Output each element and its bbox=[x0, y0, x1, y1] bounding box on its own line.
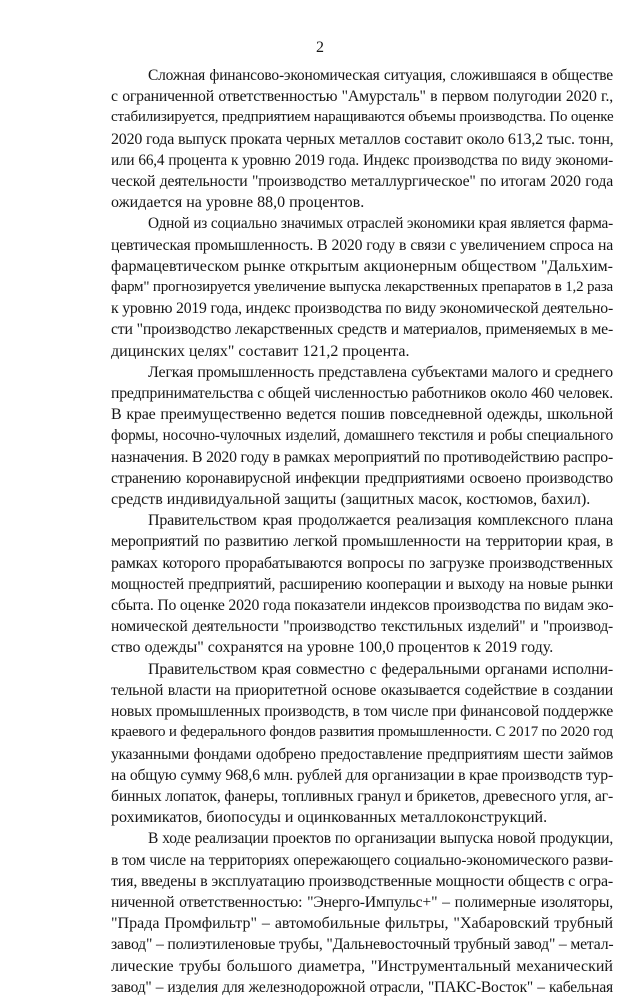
text-line: рамках которого прорабатываются вопросы по загрузке производственных bbox=[111, 554, 613, 572]
text-line: цевтическая промышленность. В 2020 году в связи с увеличением спроса на bbox=[111, 236, 613, 254]
text-line: рохимикатов, биопосуды и оцинкованных металлоконструкций. bbox=[111, 809, 548, 827]
text-line: ческой деятельности "производство металлургическое" по итогам 2020 года bbox=[111, 173, 613, 191]
text-line: указанными фондами одобрено предоставление предприятиям шести займов bbox=[111, 745, 613, 763]
text-line: стабилизируется, предприятием наращиваются объемы производства. По оценке bbox=[111, 109, 614, 126]
text-line: ниченной ответственностью: "Энерго-Импульс+" – полимерные изоляторы, bbox=[111, 893, 613, 911]
paragraph bbox=[111, 659, 613, 829]
text-line: дицинских целях" составит 121,2 процента. bbox=[111, 342, 410, 360]
text-line: Одной из социально значимых отраслей экономики края является фарма- bbox=[148, 215, 613, 233]
text-line: предпринимательства с общей численностью работников около 460 человек. bbox=[111, 385, 613, 403]
text-line: "Прада Промфильтр" – автомобильные фильтры, "Хабаровский трубный bbox=[111, 915, 613, 933]
text-line: ство одежды" сохранятся на уровне 100,0 процентов к 2019 году. bbox=[111, 639, 554, 657]
paragraph bbox=[111, 362, 613, 510]
text-line: краевого и федерального фондов развития промышленности. С 2017 по 2020 год bbox=[111, 724, 613, 741]
text-line: завод" – полиэтиленовые трубы, "Дальневосточный трубный завод" – метал- bbox=[111, 936, 614, 954]
text-line: фармацевтическом рынке открытым акционерным обществом "Дальхим- bbox=[111, 257, 613, 275]
text-line: формы, носочно-чулочных изделий, домашнего текстиля и робы специального bbox=[111, 427, 613, 445]
text-line: сбыта. По оценке 2020 года показатели индексов производства по видам эко- bbox=[111, 597, 614, 615]
paragraph bbox=[111, 65, 613, 213]
paragraph bbox=[111, 828, 613, 998]
text-line: назначения. В 2020 году в рамках мероприятий по противодействию распро- bbox=[111, 448, 613, 466]
text-line: бинных лопаток, фанеры, топливных гранул и брикетов, древесного угля, аг- bbox=[111, 787, 613, 805]
text-line: 2020 года выпуск проката черных металлов составит около 613,2 тыс. тонн, bbox=[111, 130, 614, 148]
page-number: 2 bbox=[316, 39, 324, 56]
text-line: Легкая промышленность представлена субъектами малого и среднего bbox=[148, 363, 613, 381]
text-line: номической деятельности "производство текстильных изделий" и "производ- bbox=[111, 618, 613, 636]
text-line: новых промышленных производств, в том числе при финансовой поддержке bbox=[111, 703, 613, 721]
text-line: В крае преимущественно ведется пошив повседневной одежды, школьной bbox=[111, 406, 613, 424]
text-line: лические трубы большого диаметра, "Инструментальный механический bbox=[111, 957, 613, 975]
text-line: с ограниченной ответственностью "Амурсталь" в первом полугодии 2020 г., bbox=[111, 88, 613, 106]
text-line: в том числе на территориях опережающего социально-экономического разви- bbox=[111, 851, 613, 869]
text-line: В ходе реализации проектов по организации выпуска новой продукции, bbox=[148, 830, 613, 848]
text-line: средств индивидуальной защиты (защитных масок, костюмов, бахил). bbox=[111, 491, 591, 509]
paragraph bbox=[111, 213, 613, 361]
text-line: на общую сумму 968,6 млн. рублей для организации в крае производств тур- bbox=[111, 766, 613, 784]
text-line: Сложная финансово-экономическая ситуация, сложившаяся в обществе bbox=[148, 67, 613, 84]
text-line: завод" – изделия для железнодорожной отрасли, "ПАКС-Восток" – кабельная bbox=[111, 978, 613, 996]
text-line: к уровню 2019 года, индекс производства по виду экономической деятельно- bbox=[111, 300, 613, 318]
text-line: мероприятий по развитию легкой промышленности на территории края, в bbox=[111, 533, 613, 551]
text-line: Правительством края совместно с федеральными органами исполни- bbox=[148, 660, 613, 678]
text-line: тия, введены в эксплуатацию производственные мощности обществ с огра- bbox=[111, 872, 613, 890]
text-line: сти "производство лекарственных средств и материалов, применяемых в ме- bbox=[111, 321, 613, 339]
text-line: или 66,4 процента к уровню 2019 года. Индекс производства по виду экономи- bbox=[111, 151, 613, 169]
text-line: ожидается на уровне 88,0 процентов. bbox=[111, 194, 365, 212]
paragraph bbox=[111, 510, 613, 658]
text-line: странению коронавирусной инфекции предприятиями освоено производство bbox=[111, 469, 613, 487]
text-line: тельной власти на приоритетной основе оказывается содействие в создании bbox=[111, 681, 613, 699]
text-line: мощностей предприятий, расширению кооперации и выходу на новые рынки bbox=[111, 575, 613, 593]
body-text bbox=[111, 65, 613, 998]
text-line: Правительством края продолжается реализация комплексного плана bbox=[148, 512, 613, 530]
text-line: фарм" прогнозируется увеличение выпуска лекарственных препаратов в 1,2 раза bbox=[111, 279, 613, 296]
